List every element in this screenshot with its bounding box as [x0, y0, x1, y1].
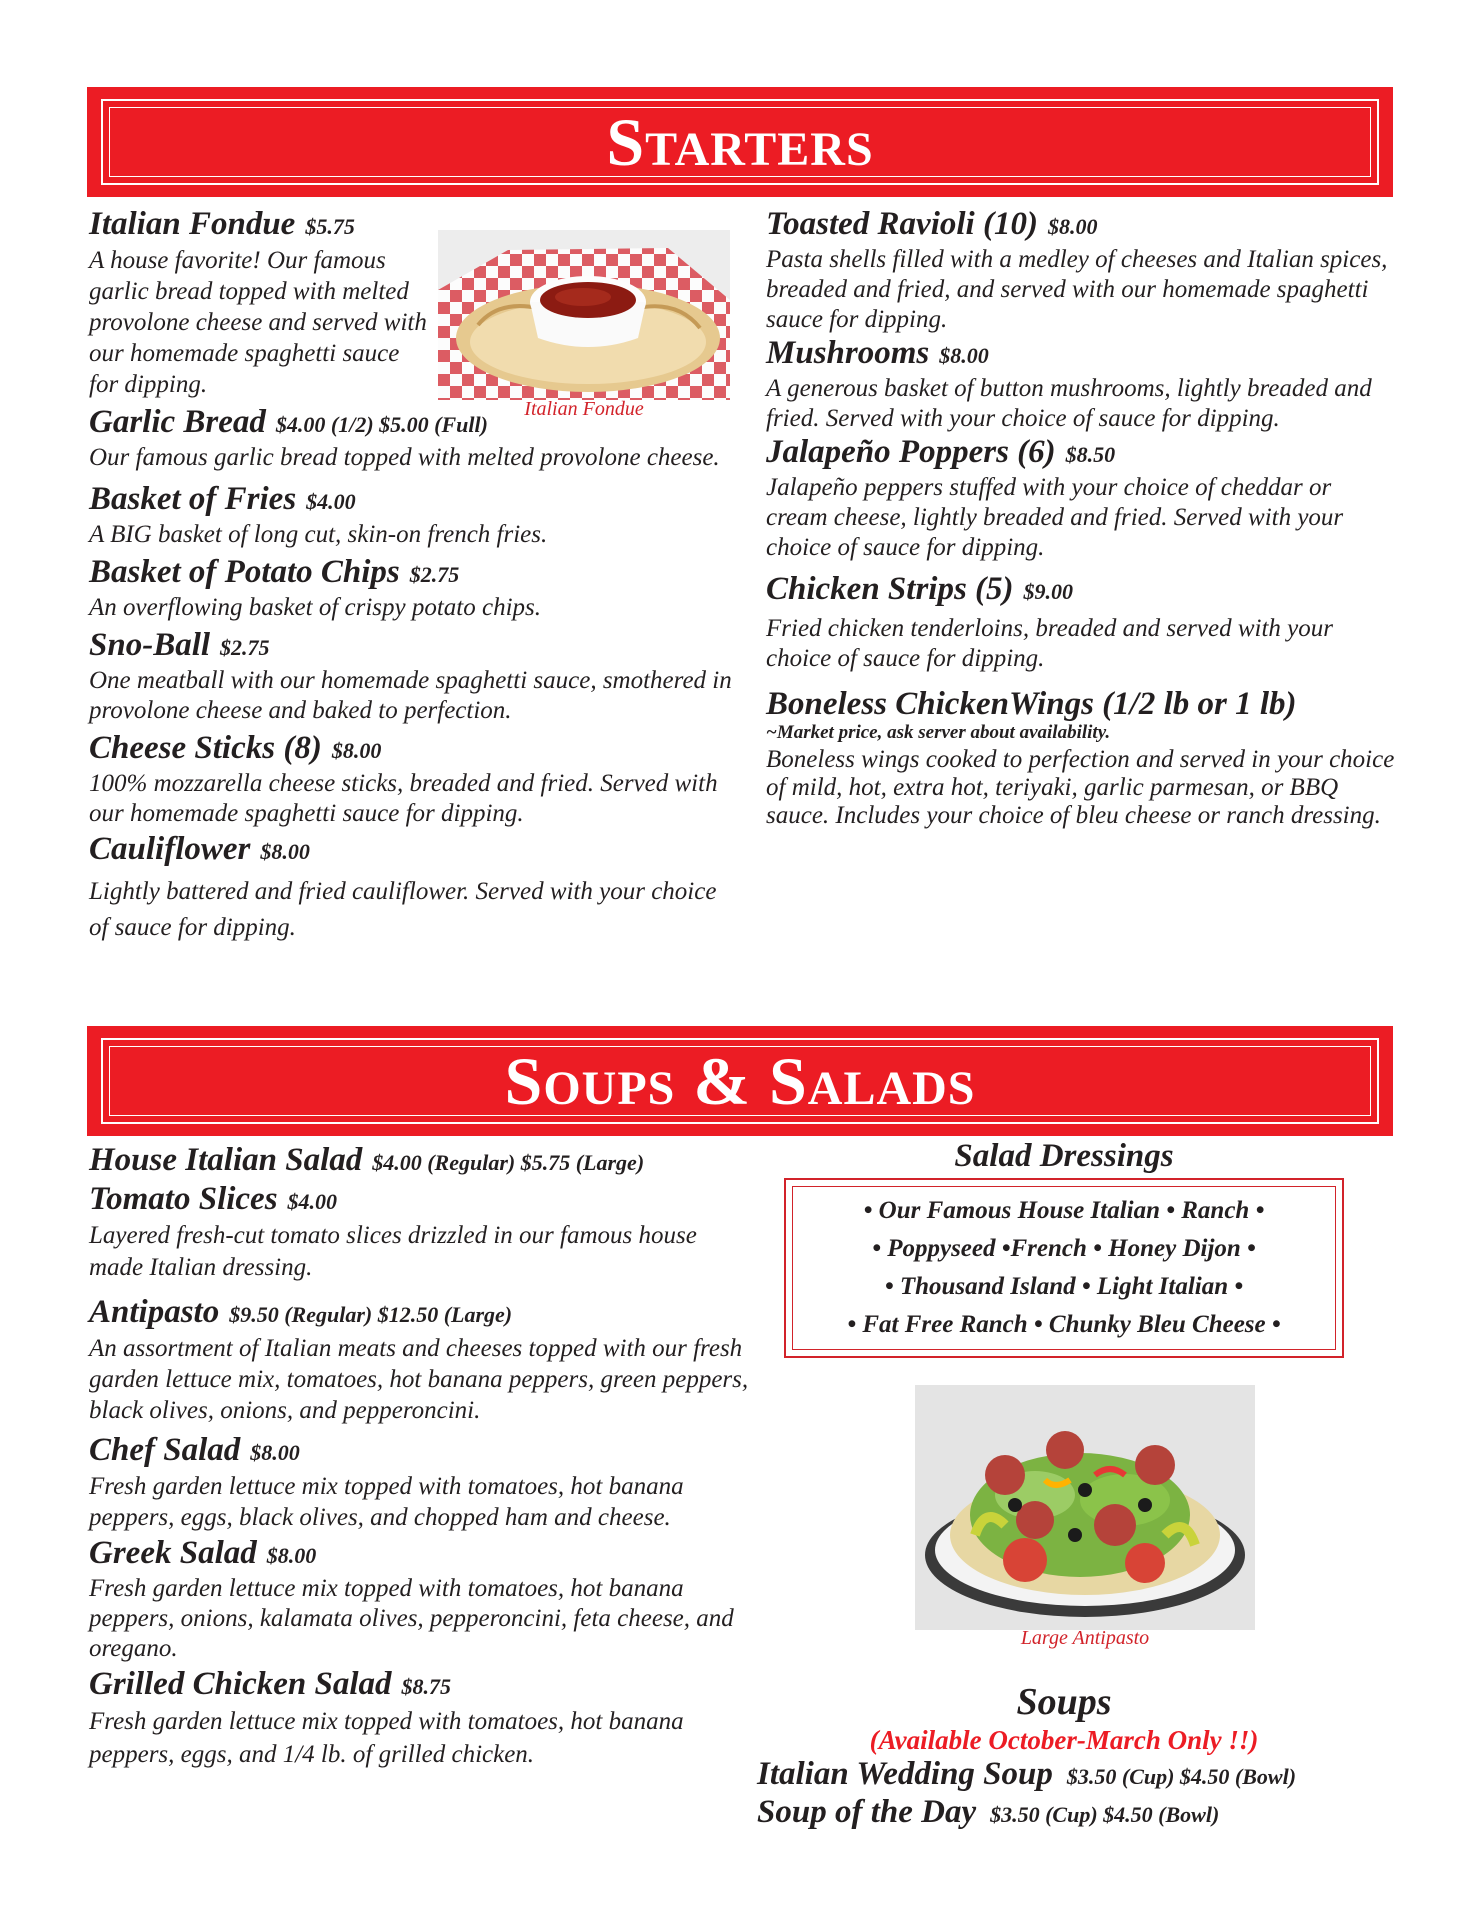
item-name: Sno-Ball: [89, 627, 211, 663]
salad-dressings-box: [784, 1178, 1344, 1358]
item-price: $9.50 (Regular) $12.50 (Large): [229, 1302, 513, 1327]
dressing-line: • Thousand Island • Light Italian •: [884, 1273, 1244, 1300]
menu-item: [766, 206, 1396, 335]
menu-item: [766, 686, 1396, 830]
item-price: $4.00: [306, 489, 356, 514]
soups-salads-banner: [87, 1026, 1393, 1136]
item-description: Jalapeño peppers stuffed with your choice of cheddar or cream cheese, lightly breaded and fried. Served with your choice of sauce for dipping.: [766, 474, 1344, 561]
item-note: ~Market price, ask server about availability.: [766, 722, 1111, 743]
item-price: $8.00: [250, 1440, 300, 1465]
soups-salads-title: Soups & Salads: [504, 1042, 976, 1119]
salad-dressings-heading: Salad Dressings: [954, 1138, 1174, 1174]
item-name: House Italian Salad: [89, 1142, 363, 1178]
item-name: Italian Wedding Soup: [757, 1756, 1053, 1792]
item-name: Basket of Fries: [89, 481, 297, 517]
item-price: $4.00 (1/2) $5.00 (Full): [275, 412, 488, 437]
item-price: $5.75: [305, 214, 355, 239]
menu-item: [89, 730, 739, 829]
item-name: Mushrooms: [766, 335, 930, 371]
item-price: $9.00: [1023, 579, 1074, 604]
menu-item: [89, 627, 739, 726]
starters-title: Starters: [606, 103, 874, 180]
item-price: $2.75: [409, 562, 460, 587]
item-price: $4.00 (Regular) $5.75 (Large): [372, 1150, 645, 1175]
menu-item: [766, 571, 1396, 674]
soups-heading: Soups: [1016, 1681, 1112, 1723]
item-price: $4.00: [287, 1189, 338, 1214]
item-description: Fresh garden lettuce mix topped with tomatoes, hot banana peppers, eggs, black olives, and chopped ham and cheese.: [89, 1473, 684, 1531]
menu-item: [89, 1432, 749, 1533]
menu-item: [89, 481, 739, 550]
menu-item: [89, 554, 739, 623]
item-name: Chicken Strips (5): [766, 571, 1014, 607]
item-description: Lightly battered and fried cauliflower. Served with your choice of sauce for dipping.: [89, 878, 717, 941]
item-price: $8.00: [331, 738, 382, 763]
item-description: Boneless wings cooked to perfection and served in your choice of mild, hot, extra hot, teriyaki, garlic parmesan, or BBQ sauce. Includes your choice of bleu cheese or ranch dressing.: [766, 746, 1395, 829]
menu-item: [757, 1795, 1397, 1832]
item-name: Cauliflower: [89, 831, 251, 867]
salads-left-column: [89, 1142, 749, 1771]
item-name: Jalapeño Poppers (6): [766, 434, 1056, 470]
item-name: Chef Salad: [89, 1432, 241, 1468]
item-name: Toasted Ravioli (10): [766, 206, 1038, 242]
item-description: Fresh garden lettuce mix topped with tomatoes, hot banana peppers, eggs, and 1/4 lb. of grilled chicken.: [89, 1708, 684, 1768]
starters-banner: [87, 87, 1393, 197]
menu-item: [89, 1294, 749, 1426]
item-name: Soup of the Day: [757, 1794, 977, 1830]
menu-item: [89, 1535, 749, 1664]
item-price: $8.00: [939, 343, 989, 368]
item-description: A house favorite! Our famous garlic bread topped with melted provolone cheese and served with our homemade spaghetti sauce for dipping.: [89, 247, 427, 398]
item-price: $8.00: [266, 1543, 317, 1568]
item-name: Antipasto: [89, 1294, 220, 1330]
menu-item: [89, 1142, 749, 1181]
large-antipasto-photo: [915, 1385, 1255, 1630]
item-description: Layered fresh-cut tomato slices drizzled in our famous house made Italian dressing.: [89, 1222, 697, 1281]
item-description: An overflowing basket of crispy potato chips.: [89, 594, 542, 621]
item-description: Fresh garden lettuce mix topped with tomatoes, hot banana peppers, onions, kalamata olives, pepperoncini, feta cheese, and oregano.: [89, 1575, 734, 1662]
menu-item: [757, 1756, 1397, 1795]
item-name: Cheese Sticks (8): [89, 730, 322, 766]
item-name: Boneless ChickenWings (1/2 lb or 1 lb): [766, 686, 1297, 722]
item-name: Tomato Slices: [89, 1181, 278, 1217]
item-price: $2.75: [220, 635, 270, 660]
item-price: $3.50 (Cup) $4.50 (Bowl): [1066, 1764, 1297, 1789]
menu-item: [89, 206, 429, 400]
menu-item: [89, 1181, 749, 1284]
item-price: $8.75: [401, 1674, 452, 1699]
item-price: $3.50 (Cup) $4.50 (Bowl): [990, 1802, 1220, 1827]
item-name: Italian Fondue: [89, 206, 296, 242]
starters-right-column: [766, 206, 1396, 830]
italian-fondue-photo: [438, 230, 730, 400]
item-price: $8.00: [260, 839, 310, 864]
dressing-line: • Poppyseed •French • Honey Dijon •: [872, 1235, 1256, 1262]
italian-fondue-caption: Italian Fondue: [524, 398, 644, 420]
menu-item: [766, 434, 1396, 563]
item-price: $8.50: [1065, 442, 1116, 467]
dressing-line: • Fat Free Ranch • Chunky Bleu Cheese •: [847, 1311, 1281, 1338]
item-description: A generous basket of button mushrooms, lightly breaded and fried. Served with your choice of sauce for dipping.: [766, 375, 1372, 432]
menu-item: [89, 1666, 749, 1771]
soups-availability-note: (Available October-March Only !!): [869, 1725, 1259, 1755]
soups-list: [757, 1756, 1397, 1832]
item-description: A BIG basket of long cut, skin-on french fries.: [89, 521, 548, 548]
item-name: Grilled Chicken Salad: [89, 1666, 392, 1702]
item-name: Greek Salad: [89, 1535, 257, 1571]
item-description: Fried chicken tenderloins, breaded and served with your choice of sauce for dipping.: [766, 615, 1333, 672]
item-name: Basket of Potato Chips: [89, 554, 400, 590]
item-description: Pasta shells filled with a medley of cheeses and Italian spices, breaded and fried, and served with our homemade spaghetti sauce for dipping.: [766, 246, 1388, 333]
large-antipasto-caption: Large Antipasto: [1020, 1627, 1150, 1649]
item-description: An assortment of Italian meats and cheeses topped with our fresh garden lettuce mix, tomatoes, hot banana peppers, green peppers, black olives, onions, and pepperoncini.: [89, 1335, 749, 1424]
item-description: One meatball with our homemade spaghetti sauce, smothered in provolone cheese and baked to perfection.: [89, 667, 732, 724]
dressing-line: • Our Famous House Italian • Ranch •: [863, 1197, 1265, 1224]
menu-item: [89, 831, 739, 946]
item-description: 100% mozzarella cheese sticks, breaded and fried. Served with our homemade spaghetti sauce for dipping.: [89, 770, 718, 827]
item-name: Garlic Bread: [89, 404, 266, 440]
item-price: $8.00: [1047, 214, 1098, 239]
item-description: Our famous garlic bread topped with melted provolone cheese.: [89, 444, 720, 471]
menu-item: [766, 335, 1396, 434]
